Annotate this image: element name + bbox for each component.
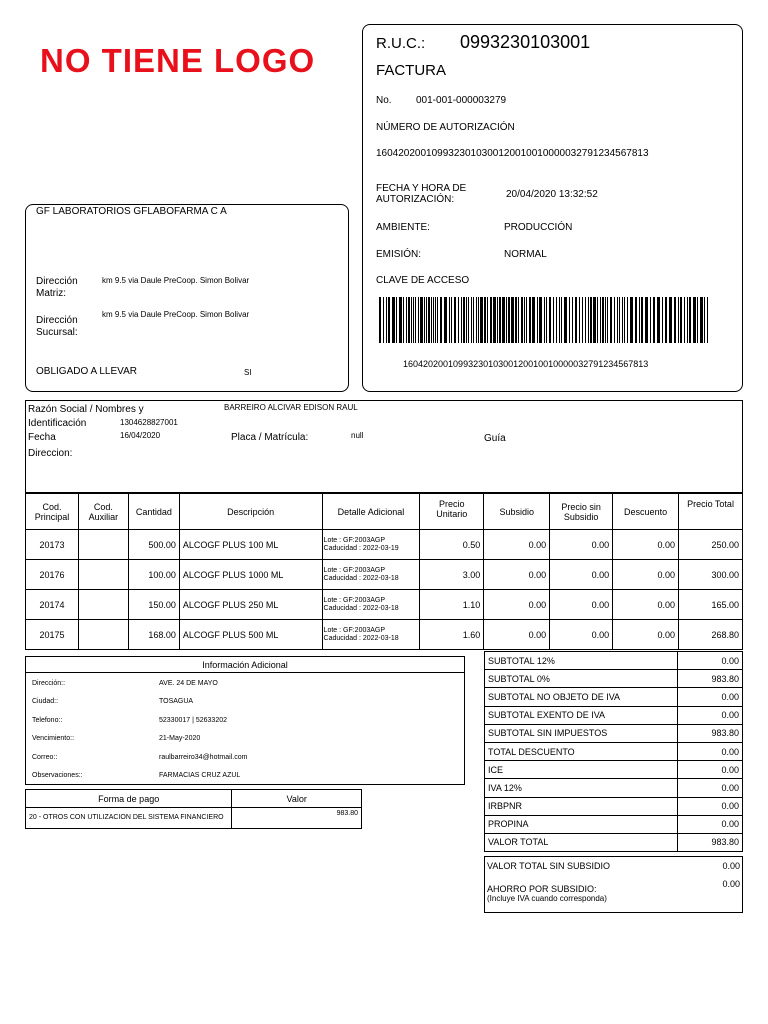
- barcode-bar: [582, 297, 583, 343]
- barcode-bar: [497, 297, 498, 343]
- barcode-bar: [559, 297, 560, 343]
- barcode-bar: [605, 297, 606, 343]
- barcode-bar: [602, 297, 604, 343]
- total-value: 0.00: [678, 797, 743, 815]
- payment-header-row: [26, 790, 362, 808]
- list-item: [29, 674, 459, 693]
- barcode-bar: [413, 297, 414, 343]
- barcode-bar: [386, 297, 387, 343]
- date-label: Fecha: [28, 432, 56, 443]
- barcode-bar: [674, 297, 676, 343]
- item-unit-price: 1.10: [420, 590, 484, 620]
- plate-value: null: [351, 431, 364, 440]
- barcode-bar: [408, 297, 410, 343]
- barcode-bar: [650, 297, 651, 343]
- total-label: TOTAL DESCUENTO: [485, 742, 678, 760]
- item-description: ALCOGF PLUS 250 ML: [179, 590, 322, 620]
- barcode-bar: [420, 297, 423, 343]
- barcode-bar: [585, 297, 586, 343]
- item-aux-code: [78, 560, 128, 590]
- total-row: [485, 779, 743, 797]
- total-label: SUBTOTAL 0%: [485, 670, 678, 688]
- item-code: 20174: [26, 590, 79, 620]
- col-header: Cantidad: [128, 494, 179, 530]
- barcode-bar: [627, 297, 628, 343]
- barcode-bar: [484, 297, 486, 343]
- access-key-label: CLAVE DE ACCESO: [376, 275, 470, 286]
- barcode-bar: [449, 297, 450, 343]
- barcode-bar: [388, 297, 390, 343]
- invoice-number: 001-001-000003279: [416, 95, 507, 106]
- barcode-bar: [624, 297, 625, 343]
- barcode-bar: [424, 297, 425, 343]
- total-label: IRBPNR: [485, 797, 678, 815]
- item-price-no-subsidy: 0.00: [550, 530, 613, 560]
- barcode-bar: [468, 297, 469, 343]
- info-value: 52330017 | 52633202: [159, 716, 227, 724]
- barcode-bar: [597, 297, 598, 343]
- info-label: Correo::: [32, 753, 58, 761]
- col-header: Subsidio: [484, 494, 550, 530]
- barcode-bar: [487, 297, 488, 343]
- barcode-bar: [556, 297, 557, 343]
- barcode-bar: [593, 297, 596, 343]
- barcode-bar: [478, 297, 479, 343]
- info-value: FARMACIAS CRUZ AZUL: [159, 772, 241, 780]
- barcode-bar: [564, 297, 567, 343]
- item-total: 300.00: [679, 560, 743, 590]
- barcode-bar: [454, 297, 456, 343]
- barcode-bar: [579, 297, 580, 343]
- info-label: Observaciones::: [32, 772, 83, 780]
- item-price-no-subsidy: 0.00: [550, 560, 613, 590]
- barcode-bar: [440, 297, 442, 343]
- barcode-bar: [383, 297, 384, 343]
- subsidy-savings-label: AHORRO POR SUBSIDIO:: [487, 884, 597, 894]
- item-discount: 0.00: [613, 560, 679, 590]
- auth-number: 1604202001099323010300120010010000032791234567813: [376, 148, 649, 159]
- address-label: Direccion:: [28, 448, 73, 459]
- environment-label: AMBIENTE:: [376, 222, 430, 233]
- barcode-bar: [431, 297, 432, 343]
- barcode-bar: [669, 297, 672, 343]
- col-header: Precio sin Subsidio: [550, 494, 613, 530]
- col-header: Cod. Principal: [26, 494, 79, 530]
- barcode-bar: [379, 297, 381, 343]
- barcode-bar: [426, 297, 427, 343]
- table-row: [26, 590, 743, 620]
- auth-number-label: NÚMERO DE AUTORIZACIÓN: [376, 122, 515, 133]
- barcode-bar: [493, 297, 496, 343]
- auth-date-label: FECHA Y HORA DE AUTORIZACIÓN:: [376, 183, 467, 205]
- customer-id-label: Identificación: [28, 418, 87, 429]
- barcode-bar: [700, 297, 703, 343]
- barcode-bar: [451, 297, 452, 343]
- subsidy-savings-value: 0.00: [722, 879, 740, 889]
- barcode-bar: [396, 297, 397, 343]
- additional-info-box: [25, 656, 465, 785]
- barcode-bar: [546, 297, 547, 343]
- barcode-bar: [614, 297, 615, 343]
- item-detail: Lote : GF:2003AGP Caducidad : 2022-03-19: [322, 530, 420, 560]
- item-subsidy: 0.00: [484, 590, 550, 620]
- items-header-row: [26, 494, 743, 530]
- col-header: Precio Total: [679, 494, 743, 530]
- issuer-box: [25, 204, 349, 392]
- barcode-bar: [561, 297, 562, 343]
- barcode-bar: [619, 297, 620, 343]
- barcode-bar: [630, 297, 633, 343]
- list-item: [29, 767, 459, 786]
- barcode-bar: [521, 297, 523, 343]
- item-discount: 0.00: [613, 620, 679, 650]
- total-row: [485, 742, 743, 760]
- date-value: 16/04/2020: [120, 431, 161, 440]
- barcode-bar: [653, 297, 655, 343]
- item-detail: Lote : GF:2003AGP Caducidad : 2022-03-18: [322, 620, 420, 650]
- item-code: 20176: [26, 560, 79, 590]
- item-quantity: 168.00: [128, 620, 179, 650]
- item-description: ALCOGF PLUS 1000 ML: [179, 560, 322, 590]
- barcode-bar: [490, 297, 492, 343]
- total-label: SUBTOTAL 12%: [485, 652, 678, 670]
- item-quantity: 150.00: [128, 590, 179, 620]
- barcode-bar: [693, 297, 696, 343]
- barcode-bar: [549, 297, 551, 343]
- item-unit-price: 1.60: [420, 620, 484, 650]
- barcode-bar: [639, 297, 640, 343]
- barcode-bar: [617, 297, 618, 343]
- barcode-bar: [411, 297, 412, 343]
- total-label: ICE: [485, 761, 678, 779]
- barcode-bar: [508, 297, 510, 343]
- item-code: 20173: [26, 530, 79, 560]
- item-quantity: 500.00: [128, 530, 179, 560]
- customer-name-label: Razón Social / Nombres y: [28, 404, 144, 415]
- item-subsidy: 0.00: [484, 620, 550, 650]
- items-table: [25, 493, 743, 650]
- total-label: PROPINA: [485, 815, 678, 833]
- table-row: [26, 530, 743, 560]
- invoice-header-box: [362, 24, 743, 392]
- main-address-value: km 9.5 via Daule PreCoop. Simon Bolivar: [102, 276, 250, 285]
- barcode-bar: [529, 297, 531, 343]
- total-label: SUBTOTAL SIN IMPUESTOS: [485, 724, 678, 742]
- barcode-bar: [511, 297, 514, 343]
- total-row: [485, 797, 743, 815]
- col-header: Descuento: [613, 494, 679, 530]
- table-row: [26, 808, 362, 829]
- barcode-bar: [590, 297, 592, 343]
- guide-label: Guía: [484, 433, 506, 444]
- item-aux-code: [78, 530, 128, 560]
- item-total: 165.00: [679, 590, 743, 620]
- barcode-bar: [473, 297, 474, 343]
- item-subsidy: 0.00: [484, 530, 550, 560]
- barcode-bar: [532, 297, 535, 343]
- total-row: [485, 815, 743, 833]
- col-header: Descripción: [179, 494, 322, 530]
- info-label: Ciudad::: [32, 698, 59, 706]
- ruc-label: R.U.C.:: [376, 35, 426, 52]
- customer-box: [25, 400, 743, 493]
- payment-value: 983.80: [232, 808, 362, 829]
- info-label: Vencimiento::: [32, 735, 75, 743]
- total-value: 983.80: [678, 724, 743, 742]
- emission-value: NORMAL: [504, 249, 547, 260]
- issuer-name: GF LABORATORIOS GFLABOFARMA C A: [36, 206, 227, 217]
- barcode-bar: [662, 297, 663, 343]
- barcode-bar: [506, 297, 507, 343]
- barcode-bar: [680, 297, 682, 343]
- barcode-bar: [515, 297, 517, 343]
- barcode-bar: [704, 297, 705, 343]
- no-subsidy-total-label: VALOR TOTAL SIN SUBSIDIO: [487, 861, 611, 871]
- barcode-bar: [476, 297, 477, 343]
- item-detail: Lote : GF:2003AGP Caducidad : 2022-03-18: [322, 560, 420, 590]
- total-value: 0.00: [678, 652, 743, 670]
- logo-placeholder: NO TIENE LOGO: [40, 42, 316, 79]
- total-row: [485, 833, 743, 851]
- barcode-bar: [466, 297, 467, 343]
- total-value: 0.00: [678, 706, 743, 724]
- item-discount: 0.00: [613, 590, 679, 620]
- list-item: [29, 711, 459, 730]
- total-row: [485, 652, 743, 670]
- barcode-bar: [707, 297, 708, 343]
- customer-name: BARREIRO ALCIVAR EDISON RAUL: [224, 403, 358, 412]
- barcode-bar: [403, 297, 404, 343]
- info-value: TOSAGUA: [159, 698, 194, 706]
- barcode-bar: [689, 297, 691, 343]
- invoice-number-label: No.: [376, 95, 392, 106]
- item-subsidy: 0.00: [484, 560, 550, 590]
- barcode-bar: [458, 297, 459, 343]
- barcode-bar: [399, 297, 402, 343]
- barcode-bar: [518, 297, 519, 343]
- item-unit-price: 0.50: [420, 530, 484, 560]
- barcode-bar: [524, 297, 525, 343]
- auth-date: 20/04/2020 13:32:52: [506, 189, 598, 200]
- barcode-bar: [569, 297, 570, 343]
- barcode-bar: [444, 297, 447, 343]
- table-row: [26, 560, 743, 590]
- item-price-no-subsidy: 0.00: [550, 620, 613, 650]
- barcode-bar: [635, 297, 637, 343]
- barcode-bar: [499, 297, 501, 343]
- barcode-bar: [665, 297, 667, 343]
- barcode-bar: [641, 297, 643, 343]
- item-discount: 0.00: [613, 530, 679, 560]
- additional-info-title: Información Adicional: [26, 660, 464, 673]
- barcode-bar: [610, 297, 612, 343]
- barcode-bar: [418, 297, 419, 343]
- barcode-bar: [657, 297, 660, 343]
- barcode-bar: [433, 297, 434, 343]
- table-row: [26, 620, 743, 650]
- total-row: [485, 706, 743, 724]
- barcode-bar: [463, 297, 465, 343]
- item-unit-price: 3.00: [420, 560, 484, 590]
- barcode-bar: [607, 297, 608, 343]
- item-quantity: 100.00: [128, 560, 179, 590]
- item-code: 20175: [26, 620, 79, 650]
- barcode-bar: [575, 297, 577, 343]
- branch-address-label: Dirección Sucursal:: [36, 315, 78, 338]
- barcode-bar: [600, 297, 601, 343]
- access-key-barcode: [379, 297, 709, 343]
- item-description: ALCOGF PLUS 500 ML: [179, 620, 322, 650]
- total-value: 0.00: [678, 688, 743, 706]
- barcode-bar: [437, 297, 438, 343]
- col-header: Precio Unitario: [420, 494, 484, 530]
- barcode-bar: [392, 297, 395, 343]
- item-total: 250.00: [679, 530, 743, 560]
- ruc-value: 0993230103001: [460, 32, 591, 52]
- barcode-bar: [684, 297, 685, 343]
- branch-address-value: km 9.5 via Daule PreCoop. Simon Bolivar: [102, 310, 250, 319]
- plate-label: Placa / Matrícula:: [231, 432, 309, 443]
- subsidy-savings-note: (Incluye IVA cuando corresponda): [487, 894, 607, 903]
- doc-type: FACTURA: [376, 62, 447, 79]
- barcode-bar: [544, 297, 545, 343]
- info-value: raulbarreiro34@hotmail.com: [159, 753, 248, 761]
- payment-table: [25, 789, 362, 829]
- item-aux-code: [78, 620, 128, 650]
- barcode-bar: [572, 297, 573, 343]
- barcode-bar: [526, 297, 527, 343]
- total-value: 0.00: [678, 761, 743, 779]
- info-label: Telefono::: [32, 716, 63, 724]
- environment-value: PRODUCCIÓN: [504, 222, 573, 233]
- payment-method-header: Forma de pago: [26, 790, 232, 808]
- barcode-bar: [537, 297, 538, 343]
- total-value: 983.80: [678, 833, 743, 851]
- total-label: SUBTOTAL EXENTO DE IVA: [485, 706, 678, 724]
- totals-table: [484, 651, 743, 852]
- total-label: VALOR TOTAL: [485, 833, 678, 851]
- no-subsidy-total-value: 0.00: [722, 861, 740, 871]
- info-label: Dirección::: [32, 679, 66, 687]
- emission-label: EMISIÓN:: [376, 249, 422, 260]
- list-item: [29, 748, 459, 767]
- total-value: 0.00: [678, 815, 743, 833]
- obligated-label: OBLIGADO A LLEVAR: [36, 366, 137, 377]
- total-label: SUBTOTAL NO OBJETO DE IVA: [485, 688, 678, 706]
- barcode-bar: [687, 297, 688, 343]
- list-item: [29, 693, 459, 712]
- total-value: 983.80: [678, 670, 743, 688]
- subsidy-box: [484, 856, 743, 913]
- total-row: [485, 670, 743, 688]
- total-row: [485, 724, 743, 742]
- total-label: IVA 12%: [485, 779, 678, 797]
- payment-method: 20 - OTROS CON UTILIZACION DEL SISTEMA FINANCIERO: [26, 808, 232, 829]
- item-total: 268.80: [679, 620, 743, 650]
- item-description: ALCOGF PLUS 100 ML: [179, 530, 322, 560]
- total-row: [485, 688, 743, 706]
- barcode-bar: [502, 297, 505, 343]
- list-item: [29, 730, 459, 749]
- additional-info-table: [29, 674, 459, 785]
- barcode-bar: [461, 297, 462, 343]
- barcode-bar: [471, 297, 472, 343]
- barcode-bar: [415, 297, 416, 343]
- barcode-bar: [539, 297, 542, 343]
- col-header: Cod. Auxiliar: [78, 494, 128, 530]
- col-header: Detalle Adicional: [322, 494, 420, 530]
- item-aux-code: [78, 590, 128, 620]
- barcode-bar: [622, 297, 623, 343]
- barcode-bar: [480, 297, 483, 343]
- barcode-bar: [435, 297, 436, 343]
- customer-id: 1304628827001: [120, 418, 178, 427]
- barcode-bar: [406, 297, 407, 343]
- payment-value-header: Valor: [232, 790, 362, 808]
- total-value: 0.00: [678, 742, 743, 760]
- main-address-label: Dirección Matriz:: [36, 276, 78, 299]
- access-key: 1604202001099323010300120010010000032791234567813: [403, 359, 649, 369]
- barcode-bar: [645, 297, 648, 343]
- info-value: AVE. 24 DE MAYO: [159, 679, 218, 687]
- barcode-bar: [553, 297, 554, 343]
- barcode-bar: [678, 297, 679, 343]
- barcode-bar: [697, 297, 698, 343]
- barcode-bar: [428, 297, 430, 343]
- obligated-value: SI: [244, 368, 252, 377]
- total-value: 0.00: [678, 779, 743, 797]
- barcode-bar: [588, 297, 589, 343]
- info-value: 21-May-2020: [159, 735, 201, 743]
- total-row: [485, 761, 743, 779]
- item-detail: Lote : GF:2003AGP Caducidad : 2022-03-18: [322, 590, 420, 620]
- item-price-no-subsidy: 0.00: [550, 590, 613, 620]
